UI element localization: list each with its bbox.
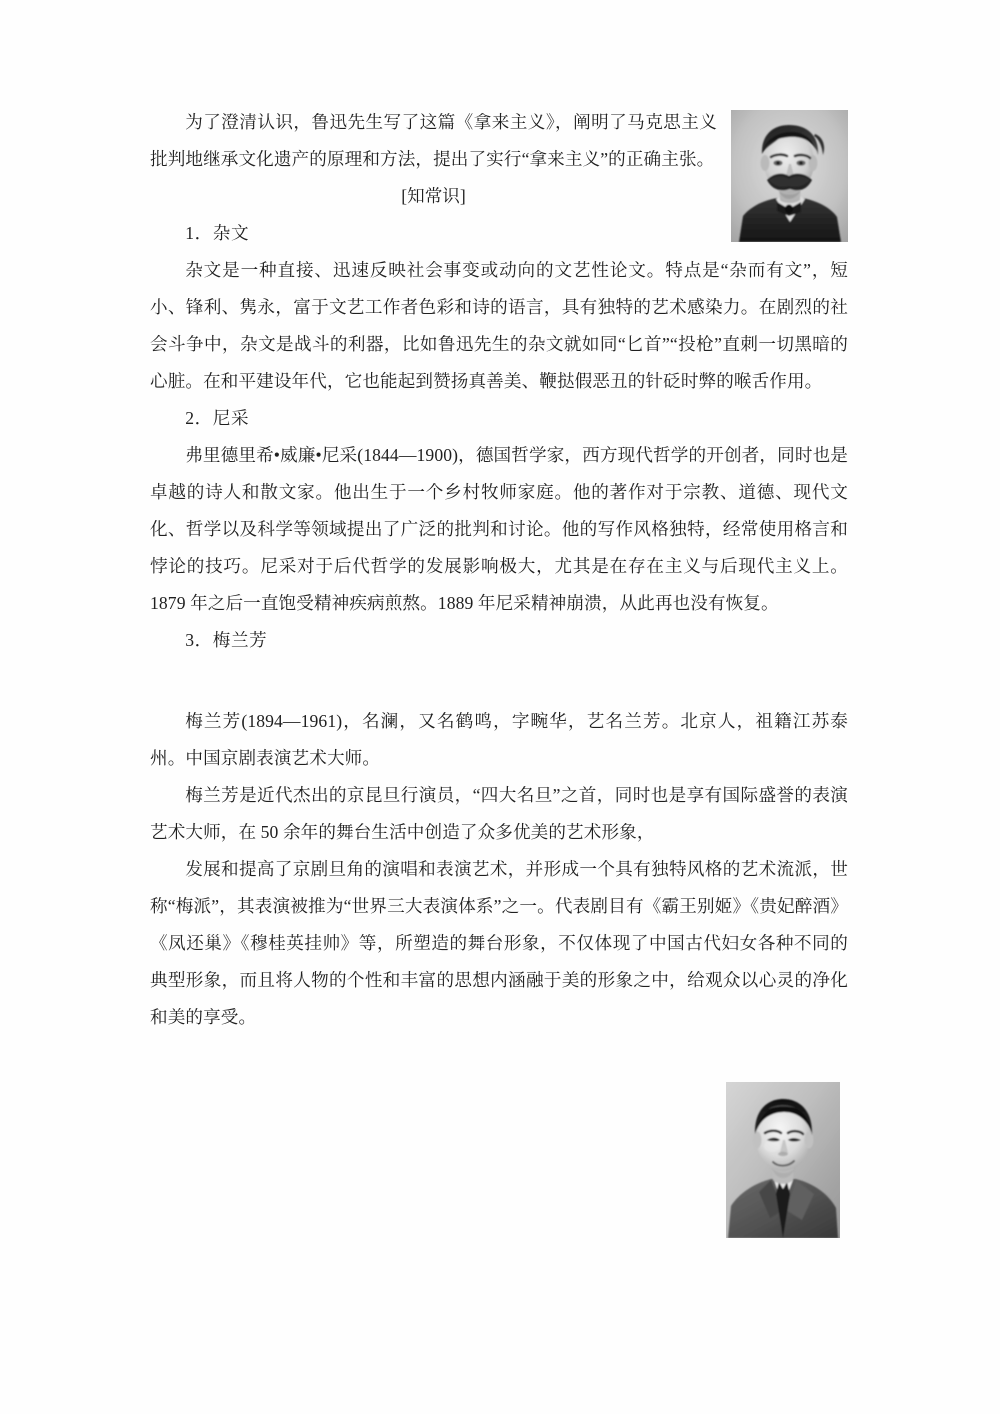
- section-title-zawen: 1．杂文: [185, 223, 250, 243]
- knowledge-section-heading: [知常识]: [401, 186, 466, 206]
- section-title-meilanfang: 3．梅兰芳: [185, 630, 268, 650]
- portrait-photo-meilanfang: [726, 1082, 840, 1238]
- section-body-zawen: 杂文是一种直接、迅速反映社会事变或动向的文艺性论文。特点是“杂而有文”，短小、锋利、隽永，富于文艺工作者色彩和诗的语言，具有独特的艺术感染力。在剧烈的社会斗争中，杂文是战斗的利器，比如鲁迅先生的杂文就如同“匕首”“投枪”直刺一切黑暗的心脏。在和平建设年代，它也能起到赞扬真善美、鞭挞假恶丑的针砭时弊的喉舌作用。: [150, 260, 848, 391]
- section-body-nicai: 弗里德里希•威廉•尼采(1844—1900)，德国哲学家，西方现代哲学的开创者，同时也是卓越的诗人和散文家。他出生于一个乡村牧师家庭。他的著作对于宗教、道德、现代文化、哲学以及科学等领域提出了广泛的批判和讨论。他的写作风格独特，经常使用格言和悖论的技巧。尼采对于后代哲学的发展影响极大，尤其是在存在主义与后现代主义上。1879 年之后一直饱受精神疾病煎熬。1889 年尼采精神崩溃，从此再也没有恢复。: [150, 445, 848, 613]
- intro-paragraph: 为了澄清认识，鲁迅先生写了这篇《拿来主义》，阐明了马克思主义批判地继承文化遗产的原理和方法，提出了实行“拿来主义”的正确主张。: [150, 112, 717, 169]
- nietzsche-portrait-figure: [731, 110, 848, 242]
- portrait-photo-nietzsche: [731, 110, 848, 242]
- page-content: [150, 104, 848, 1036]
- section-body-meilanfang-1: 梅兰芳(1894—1961)，名澜，又名鹤鸣，字畹华，艺名兰芳。北京人，祖籍江苏泰州。中国京剧表演艺术大师。: [150, 711, 848, 768]
- section-body-meilanfang-3: 发展和提高了京剧旦角的演唱和表演艺术，并形成一个具有独特风格的艺术流派，世称“梅派”，其表演被推为“世界三大表演体系”之一。代表剧目有《霸王别姬》《贵妃醉酒》《凤还巢》《穆桂英挂帅》等，所塑造的舞台形象，不仅体现了中国古代妇女各种不同的典型形象，而且将人物的个性和丰富的思想内涵融于美的形象之中，给观众以心灵的净化和美的享受。: [150, 859, 848, 1027]
- section-body-meilanfang-2: 梅兰芳是近代杰出的京昆旦行演员，“四大名旦”之首，同时也是享有国际盛誉的表演艺术大师，在 50 余年的舞台生活中创造了众多优美的艺术形象，: [150, 785, 848, 842]
- layout-spacer: [150, 659, 848, 703]
- section-title-nicai: 2．尼采: [185, 408, 250, 428]
